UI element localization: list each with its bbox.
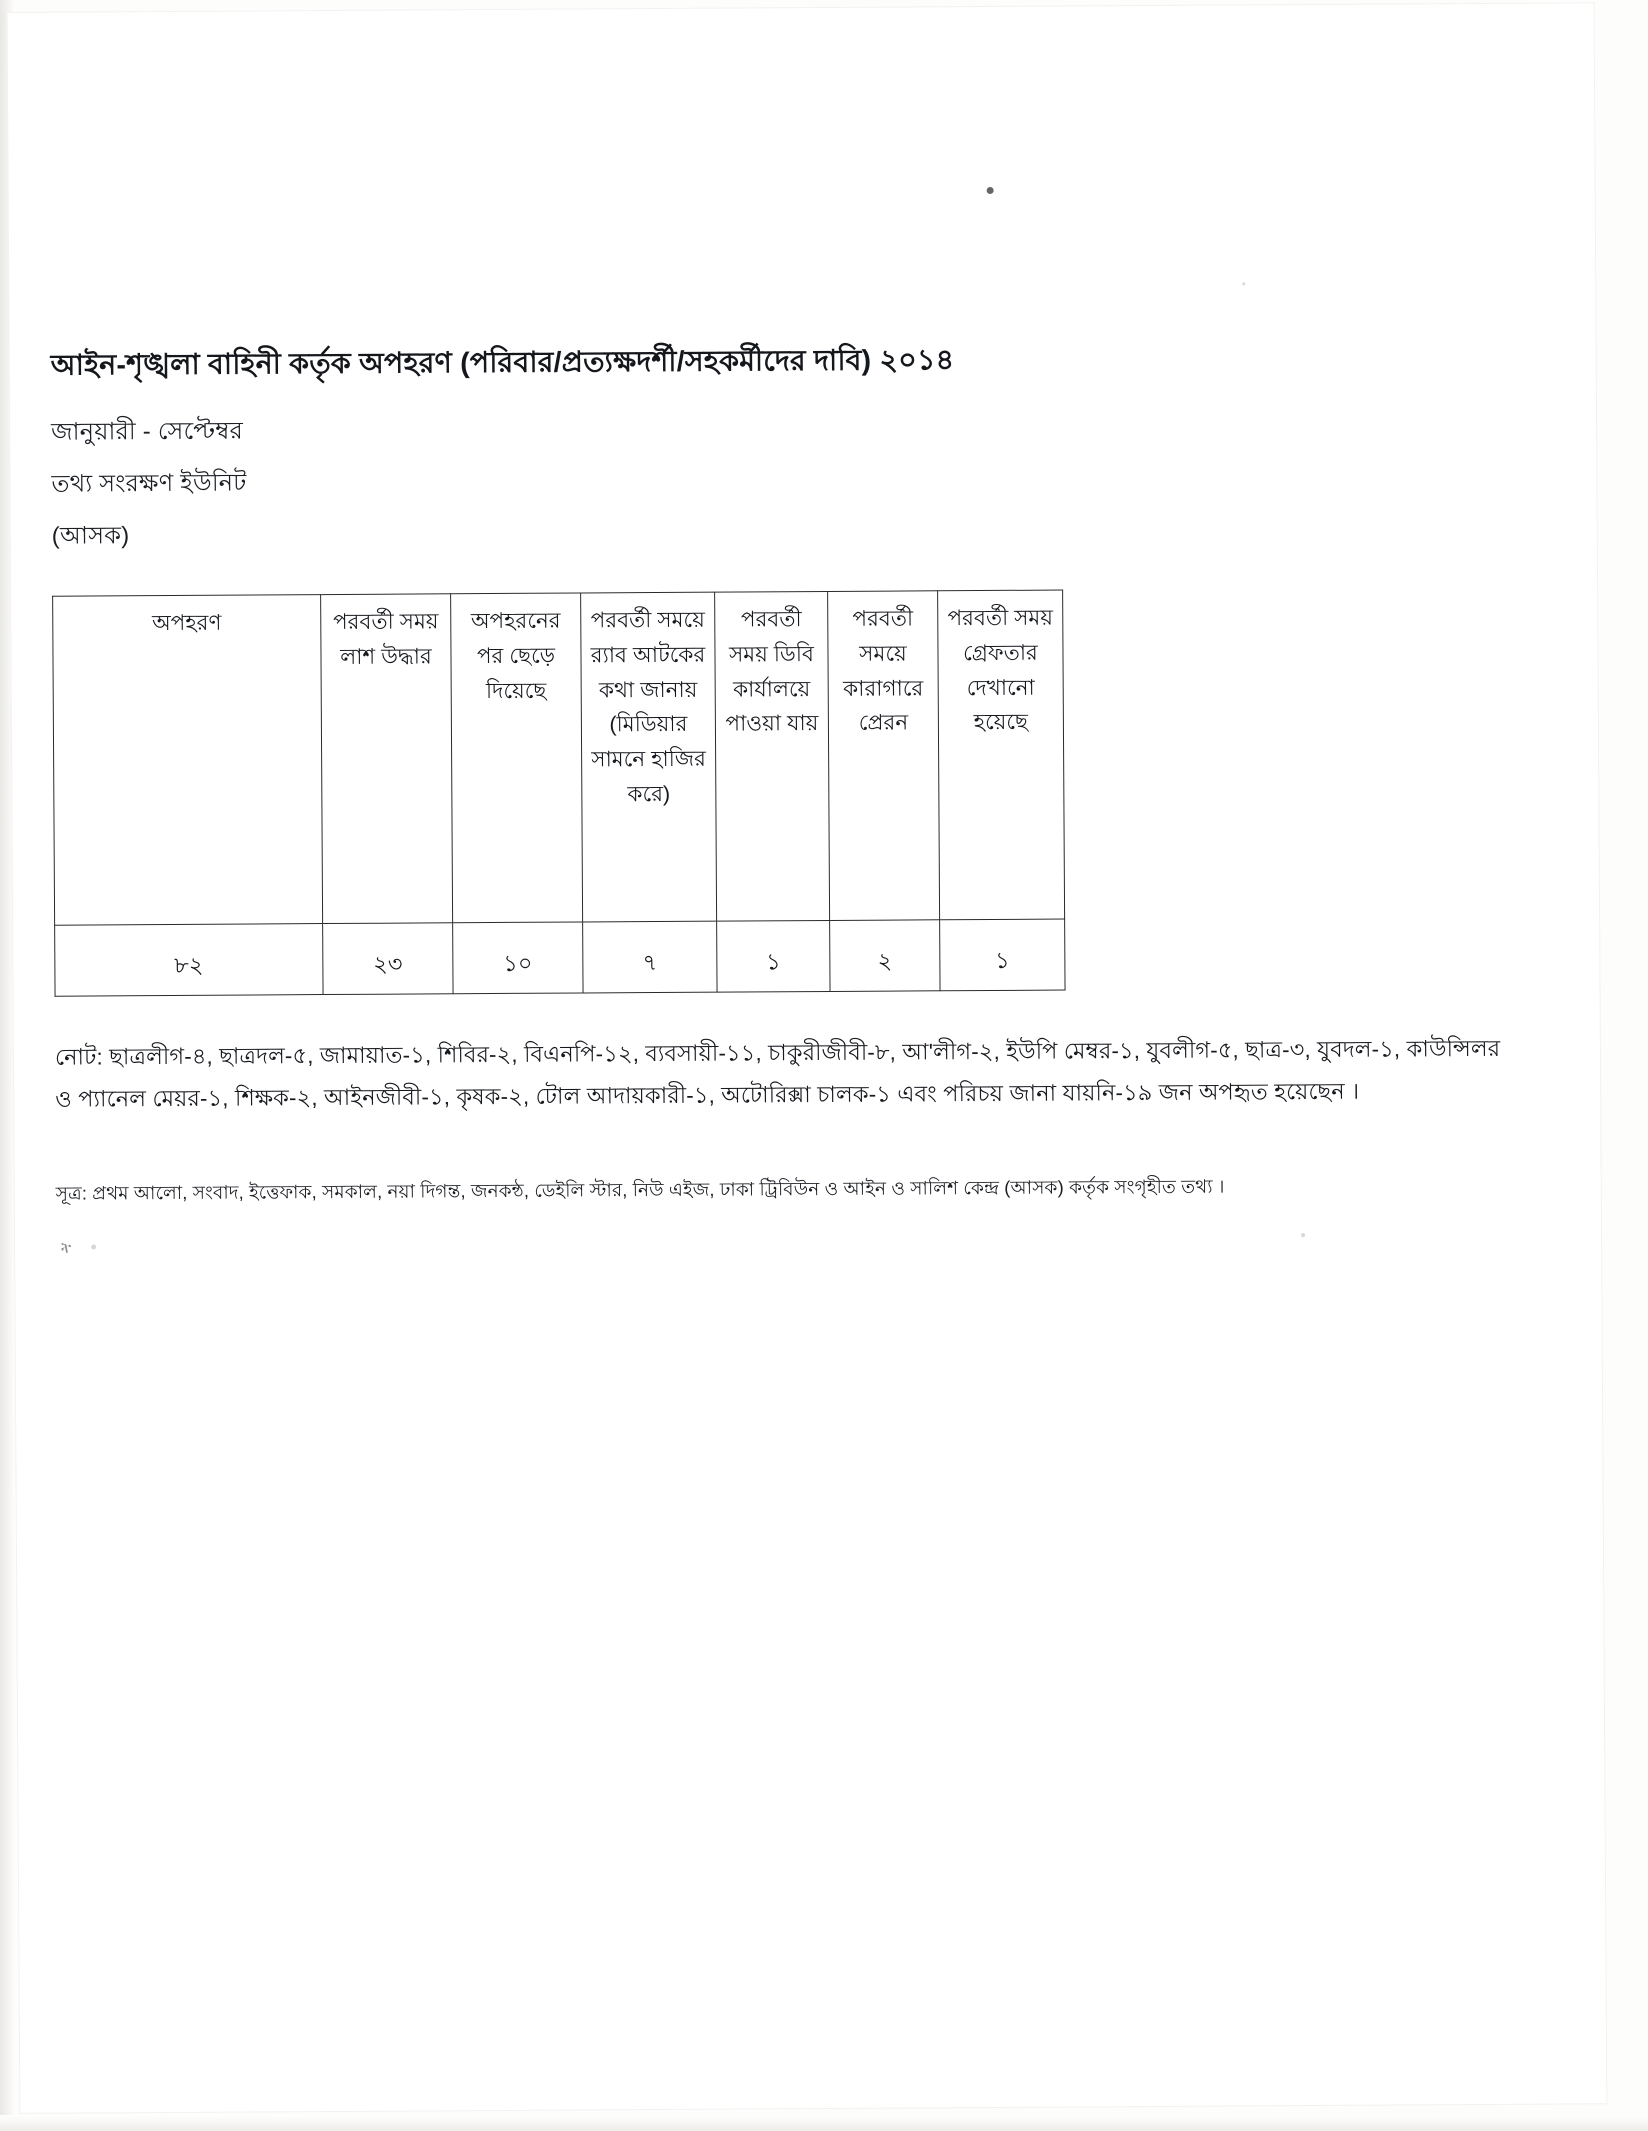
- table-column-header: [53, 595, 323, 926]
- table-row: [55, 919, 1065, 996]
- table-cell-value: ২৩: [323, 923, 453, 995]
- source-text: সূত্র: প্রথম আলো, সংবাদ, ইত্তেফাক, সমকাল, নয়া দিগন্ত, জনকন্ঠ, ডেইলি স্টার, নিউ এইজ, ঢাকা ট্রিবিউন ও আইন ও সালিশ কেন্দ্র (আসক) কর্তৃক সংগৃহীত তথ্য ।: [55, 1175, 1225, 1204]
- unit-name: তথ্য সংরক্ষণ ইউনিট: [51, 469, 247, 498]
- table-column-header: [581, 592, 717, 922]
- table-column-header: [321, 594, 453, 924]
- table-cell-value: ১: [717, 920, 830, 992]
- table-cell-value: ৮২: [55, 924, 323, 997]
- document-body: [51, 336, 1556, 1210]
- stray-pen-mark: ት: [58, 1238, 75, 1258]
- table-column-header-label: পরবর্তী সময় লাশ উদ্ধার: [332, 609, 439, 669]
- table-column-header-label: পরবর্তী সময়ে র‌্যাব আটকের কথা জানায় (মিডিয়ার সামনে হাজির করে): [590, 607, 706, 807]
- table-cell-value: ৭: [583, 921, 717, 993]
- table-column-header-label: পরবর্তী সময়ে কারাগারে প্রেরন: [843, 606, 924, 736]
- organization-name: (আসক): [51, 522, 130, 550]
- table-column-header: [828, 591, 940, 921]
- table-column-header-label: অপহরনের পর ছেড়ে দিয়েছে: [470, 608, 561, 703]
- scan-speck: [1242, 282, 1245, 285]
- table-cell-value: ১০: [453, 922, 583, 994]
- scan-speck: [91, 1244, 96, 1249]
- table-column-header: [938, 590, 1065, 920]
- table-column-header: [715, 591, 830, 921]
- footnote-text: নোট: ছাত্রলীগ-৪, ছাত্রদল-৫, জামায়াত-১, শিবির-২, বিএনপি-১২, ব্যবসায়ী-১১, চাকুরীজীবী-৮, আ'লীগ-২, ইউপি মেম্বর-১, যুবলীগ-৫, ছাত্র-৩, যুবদল-১, কাউন্সিলর ও প্যানেল মেয়র-১, শিক্ষক-২, আইনজীবী-১, কৃষক-২, টোল আদায়কারী-১, অটোরিক্সা চালক-১ এবং পরিচয় জানা যায়নি-১৯ জন অপহৃত হয়েছেন ।: [54, 1035, 1501, 1112]
- table-cell-value: ১: [940, 919, 1065, 991]
- table-cell-value: ২: [830, 920, 940, 992]
- table-column-header-label: পরবর্তী সময় গ্রেফতার দেখানো হয়েছে: [947, 605, 1054, 735]
- scan-speck: [1301, 1233, 1305, 1237]
- ink-dot-artifact: [987, 187, 994, 194]
- page-title: আইন-শৃঙ্খলা বাহিনী কর্তৃক অপহরণ (পরিবার/প্রত্যক্ষদর্শী/সহকর্মীদের দাবি) ২০১৪: [50, 344, 955, 382]
- statistics-table: [52, 590, 1065, 997]
- table-header-row: [53, 590, 1065, 925]
- table-column-header-label: অপহরণ: [152, 610, 222, 636]
- report-period: জানুয়ারী - সেপ্টেম্বর: [51, 417, 244, 446]
- table-column-header-label: পরবর্তী সময় ডিবি কার্যালয়ে পাওয়া যায়: [725, 607, 819, 737]
- table-column-header: [451, 593, 583, 923]
